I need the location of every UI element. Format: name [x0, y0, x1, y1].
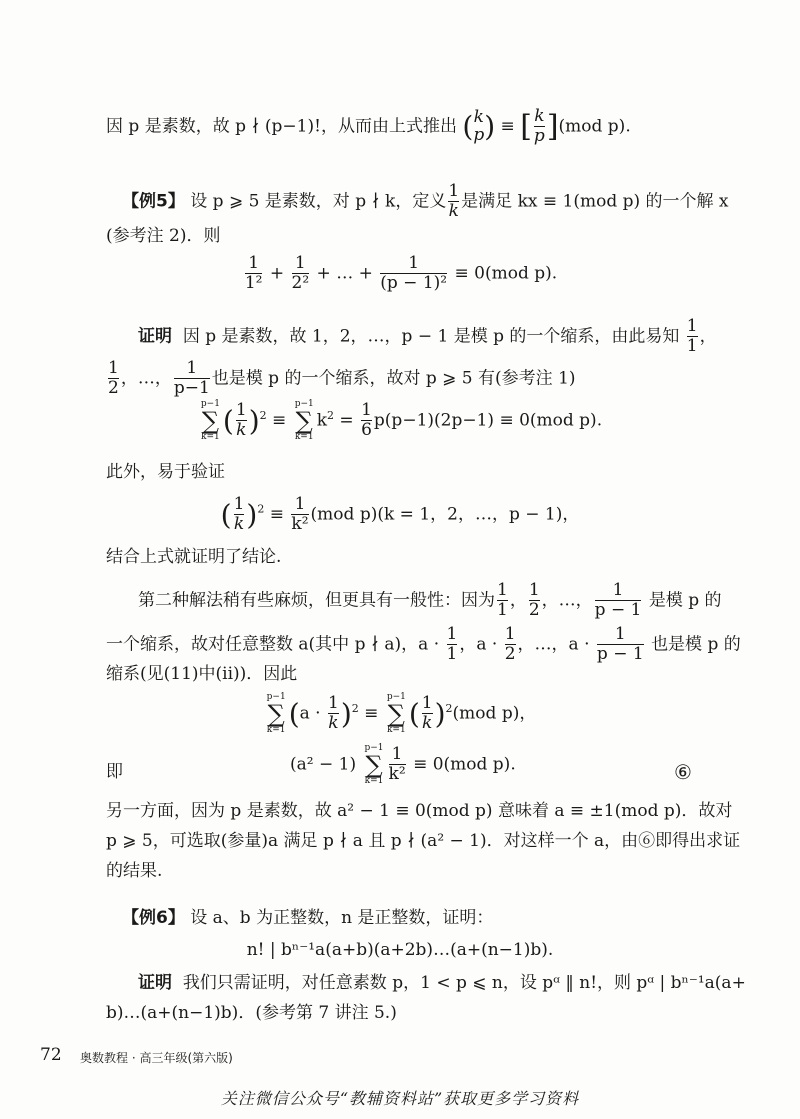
example-6-formula: n! | bⁿ⁻¹a(a+b)(a+2b)…(a+(n−1)b). [246, 940, 554, 960]
conclusion-line: 结合上式就证明了结论. [106, 547, 282, 567]
other-line1: 另一方面，因为 p 是素数，故 a² − 1 ≡ 0(mod p) 意味着 a ≡ ±1(mod p)．故对 [106, 801, 733, 821]
formula-sum-reciprocal-squares: $\frac{1}{\text{1²}}$ + $\frac{1}{\text{2²}}$ + … + $\frac{1}{\text{(p − 1)²}}$ ≡ 0(mod p). [244, 253, 558, 293]
proof-2-line2: b)…(a+(n−1)b)．(参考第 7 讲注 5.) [106, 1003, 397, 1023]
eq6-tail: ≡ 0(mod p). [413, 754, 516, 775]
example-5-text-b: 是满足 kx ≡ 1(mod p) 的一个解 x [461, 191, 729, 212]
other-line2: p ⩾ 5，可选取(参量)a 满足 p ∤ a 且 p ∤ (a² − 1)．对这样一个 a，由⑥即得出求证 [106, 831, 741, 851]
equation-6-tag: ⑥ [674, 760, 692, 784]
verify-tail: (mod p)(k = 1，2，…，p − 1)， [310, 504, 580, 525]
second-method-tail: 是模 p 的 [648, 590, 722, 611]
proof-2-line1: 我们只需证明，对任意素数 p，1 < p ⩽ n，设 pᵅ ‖ n!，则 pᵅ | bⁿ⁻¹a(a+ [182, 973, 746, 993]
watermark: 关注微信公众号“教辅资料站”获取更多学习资料 [220, 1089, 580, 1108]
proof-1-line2: $\frac{1}{2}$ ，…， $\frac{1}{p-1}$ 也是模 p 的一个缩系，故对 p ⩾ 5 有(参考注 1) [108, 358, 576, 398]
eq6-lead: 即 [106, 762, 123, 782]
page-number: 72 [40, 1045, 62, 1065]
second-method: 第二种解法稍有些麻烦，但更具有一般性：因为 $\frac{1}{1}$ ， $\frac{1}{2}$ ，…， $\frac{1}{p - 1}$ 是模 p 的 [138, 580, 722, 620]
proof-1: 证明 因 p 是素数，故 1，2，…，p − 1 是模 p 的一个缩系，由此易知 $\frac{1}{1}$ ， [138, 316, 717, 356]
formula-scaled-tail: (mod p)， [452, 703, 537, 724]
verify-line: 此外，易于验证 [106, 462, 225, 482]
formula-5-tail: ≡ 0(mod p). [454, 263, 558, 284]
other-line3: 的结果. [106, 861, 163, 881]
formula-sum-scaled: p−1 ∑ k=1 (a · $\frac{1}{k}$ )$^2$ ≡ p−1 ∑ k=1 ( $\frac{1}{k}$ )$^2$(mod p)， [266, 692, 537, 735]
second-method-text: 第二种解法稍有些麻烦，但更具有一般性：因为 [138, 590, 495, 611]
eq6-pre: (a² − 1) [290, 754, 357, 775]
book-title: 奥数教程 · 高三年级(第六版) [80, 1051, 233, 1065]
paragraph-binomial: 因 p 是素数，故 p ∤ (p−1)!，从而由上式推出 ( k p ) ≡ [ $\frac{k}{p}$ ](mod p). [106, 106, 631, 146]
example-6 [122, 908, 493, 928]
proof-1-label: 证明 [138, 326, 172, 347]
second-method-line2: 一个缩系，故对任意整数 a(其中 p ∤ a)，a · $\frac{1}{1}$ ，a · $\frac{1}{2}$ ，…，a · $\frac{1}{p - 1}$ 也是模 p 的 [106, 624, 741, 664]
example-6-text: 设 a、b 为正整数，n 是正整数，证明： [190, 908, 494, 928]
formula-sum-squares: p−1 ∑ k=1 ( $\frac{1}{k}$ )$^2$ ≡ p−1 ∑ k=1 $k^2$ = $\frac{1}{6}$ p(p−1)(2p−1) ≡ 0(mod p). [200, 399, 603, 442]
proof-2-label: 证明 [138, 973, 172, 993]
formula-sum-tail: p(p−1)(2p−1) ≡ 0(mod p). [373, 410, 603, 431]
second-line2b: 也是模 p 的 [651, 634, 741, 655]
second-method-line3: 缩系(见(11)中(ii))．因此 [106, 664, 298, 684]
example-5-line2: (参考注 2)．则 [106, 226, 221, 246]
example-6-label: 【例6】 [122, 908, 185, 928]
proof-1-text: 因 p 是素数，故 1，2，…，p − 1 是模 p 的一个缩系，由此易知 [182, 326, 680, 347]
second-line2a: 一个缩系，故对任意整数 a(其中 p ∤ a)， [106, 634, 419, 655]
equation-6: (a² − 1) p−1 ∑ k=1 $\frac{1}{\text{k²}}$ ≡ 0(mod p). [290, 743, 516, 786]
example-5: 【例5】 设 p ⩾ 5 是素数，对 p ∤ k，定义 $\frac{1}{k}$ 是满足 kx ≡ 1(mod p) 的一个解 x [122, 181, 729, 221]
proof-1-mid: ，…， [120, 368, 172, 389]
proof-1-tail: 也是模 p 的一个缩系，故对 p ⩾ 5 有(参考注 1) [211, 368, 576, 389]
example-5-label: 【例5】 [122, 191, 185, 212]
binomial-tail: (mod p). [558, 116, 631, 137]
formula-verify: ( $\frac{1}{k}$ )$^2$ ≡ $\frac{1}{\text{k²}}$ (mod p)(k = 1，2，…，p − 1)， [220, 494, 580, 534]
example-5-text-a: 设 p ⩾ 5 是素数，对 p ∤ k，定义 [190, 191, 447, 212]
proof-2 [138, 973, 746, 993]
binomial-text: 因 p 是素数，故 p ∤ (p−1)!，从而由上式推出 [106, 116, 457, 137]
